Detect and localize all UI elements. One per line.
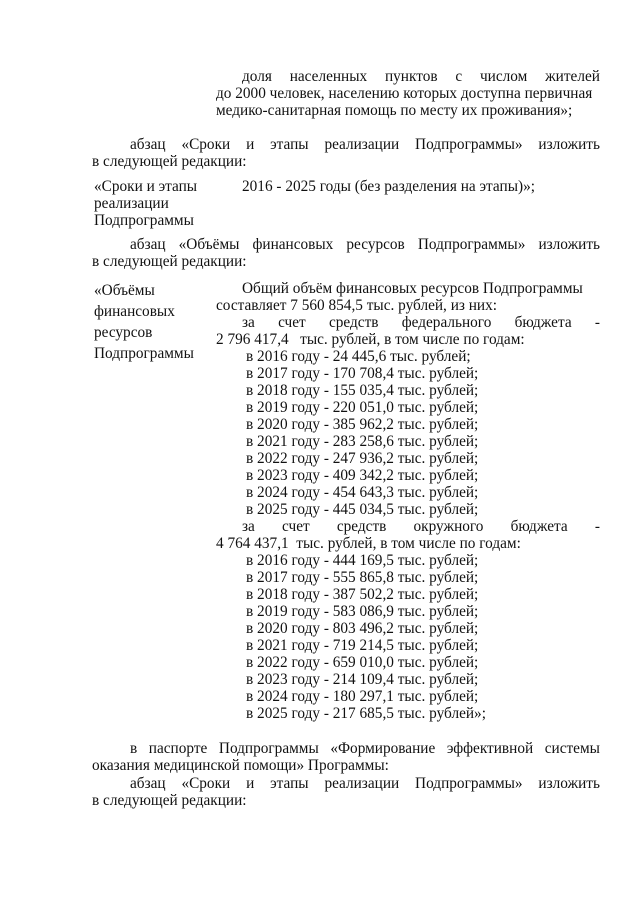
federal-year: в 2022 году - 247 936,2 тыс. рублей; <box>246 450 479 467</box>
district-year: в 2024 году - 180 297,1 тыс. рублей; <box>246 688 479 705</box>
table-finance-value <box>216 280 600 722</box>
word: эффективной <box>446 740 534 757</box>
federal-year: в 2023 году - 409 342,2 тыс. рублей; <box>246 467 479 484</box>
district-year: в 2019 году - 583 086,9 тыс. рублей; <box>246 603 479 620</box>
word: - <box>594 314 600 331</box>
top-paragraph <box>216 68 600 119</box>
federal-year: в 2016 году - 24 445,6 тыс. рублей; <box>246 348 471 365</box>
federal-year: в 2025 году - 445 034,5 тыс. рублей; <box>246 501 479 518</box>
table-finance-label <box>94 280 214 364</box>
district-year: в 2018 году - 387 502,2 тыс. рублей; <box>246 586 479 603</box>
label-line: Подпрограммы <box>94 212 194 229</box>
word: бюджета <box>514 314 572 331</box>
word: системы <box>544 740 600 757</box>
top-paragraph-line2: до 2000 человек, населению которых доступна первичная <box>216 85 593 102</box>
word: федерального <box>401 314 492 331</box>
word: и <box>246 775 255 792</box>
label-line: «Объёмы <box>94 282 155 299</box>
word: доля <box>242 68 272 85</box>
table-timing-value: 2016 - 2025 годы (без разделения на этапы)»; <box>242 178 535 195</box>
word: изложить <box>538 775 600 792</box>
word: - <box>594 518 600 535</box>
word: жителей <box>545 68 600 85</box>
district-year: в 2023 году - 214 109,4 тыс. рублей; <box>246 671 479 688</box>
word: ресурсов <box>346 236 405 253</box>
word: «Объёмы <box>178 236 240 253</box>
instruction-line1 <box>92 236 600 253</box>
word: в <box>130 740 138 757</box>
federal-year: в 2020 году - 385 962,2 тыс. рублей; <box>246 416 479 433</box>
instruction-finance <box>92 236 600 270</box>
instruction-line2: в следующей редакции: <box>92 253 247 270</box>
word: Подпрограммы <box>218 740 319 757</box>
word: Подпрограммы» <box>415 136 523 153</box>
federal-line1 <box>216 314 600 331</box>
top-paragraph-line1 <box>216 68 600 85</box>
word: этапы <box>270 775 309 792</box>
instruction-line2: в следующей редакции: <box>92 792 247 809</box>
word: абзац <box>130 775 166 792</box>
word: этапы <box>270 136 309 153</box>
instruction-timing-2 <box>92 775 600 809</box>
word: за <box>242 314 255 331</box>
federal-year: в 2019 году - 220 051,0 тыс. рублей; <box>246 399 479 416</box>
word: средств <box>328 314 379 331</box>
passport-paragraph <box>92 740 600 774</box>
word: паспорте <box>148 740 208 757</box>
word: реализации <box>324 136 400 153</box>
label-line: Подпрограммы <box>94 345 194 362</box>
word: и <box>246 136 255 153</box>
word: финансовых <box>252 236 334 253</box>
federal-year: в 2021 году - 283 258,6 тыс. рублей; <box>246 433 479 450</box>
passport-line1 <box>92 740 600 757</box>
word: за <box>242 518 255 535</box>
federal-year: в 2018 году - 155 035,4 тыс. рублей; <box>246 382 479 399</box>
word: «Сроки <box>181 775 231 792</box>
district-year: в 2025 году - 217 685,5 тыс. рублей»; <box>246 705 486 722</box>
instruction-timing-1 <box>92 136 600 170</box>
word: средств <box>336 518 387 535</box>
label-line: ресурсов <box>94 324 153 341</box>
federal-line2: 2 796 417,4 тыс. рублей, в том числе по годам: <box>216 331 525 348</box>
word: числом <box>479 68 528 85</box>
word: с <box>455 68 463 85</box>
district-line1 <box>216 518 600 535</box>
label-line: «Сроки и этапы <box>94 178 198 195</box>
passport-line2: оказания медицинской помощи» Программы: <box>92 757 389 774</box>
top-paragraph-line3: медико-санитарная помощь по месту их проживания»; <box>216 102 573 119</box>
district-year: в 2017 году - 555 865,8 тыс. рублей; <box>246 569 479 586</box>
word: реализации <box>324 775 400 792</box>
word: «Сроки <box>181 136 231 153</box>
district-year: в 2021 году - 719 214,5 тыс. рублей; <box>246 637 479 654</box>
word: абзац <box>130 136 166 153</box>
word: Подпрограммы» <box>415 775 523 792</box>
label-line: финансовых <box>94 303 175 320</box>
word: бюджета <box>510 518 568 535</box>
total-line1: Общий объём финансовых ресурсов Подпрограммы <box>242 280 583 297</box>
word: «Формирование <box>330 740 436 757</box>
instruction-line1 <box>92 136 600 153</box>
total-line2: составляет 7 560 854,5 тыс. рублей, из них: <box>216 297 498 314</box>
word: счет <box>278 314 306 331</box>
table-timing-label <box>94 178 224 229</box>
federal-year: в 2024 году - 454 643,3 тыс. рублей; <box>246 484 479 501</box>
word: изложить <box>538 236 600 253</box>
label-line: реализации <box>94 195 169 212</box>
district-year: в 2020 году - 803 496,2 тыс. рублей; <box>246 620 479 637</box>
word: окружного <box>413 518 484 535</box>
district-line2: 4 764 437,1 тыс. рублей, в том числе по годам: <box>216 535 521 552</box>
word: изложить <box>538 136 600 153</box>
federal-year: в 2017 году - 170 708,4 тыс. рублей; <box>246 365 479 382</box>
word: счет <box>282 518 310 535</box>
district-year: в 2022 году - 659 010,0 тыс. рублей; <box>246 654 479 671</box>
word: Подпрограммы» <box>417 236 526 253</box>
instruction-line1 <box>92 775 600 792</box>
district-year: в 2016 году - 444 169,5 тыс. рублей; <box>246 552 479 569</box>
instruction-line2: в следующей редакции: <box>92 153 247 170</box>
word: населенных <box>289 68 368 85</box>
word: пунктов <box>384 68 438 85</box>
word: абзац <box>130 236 166 253</box>
